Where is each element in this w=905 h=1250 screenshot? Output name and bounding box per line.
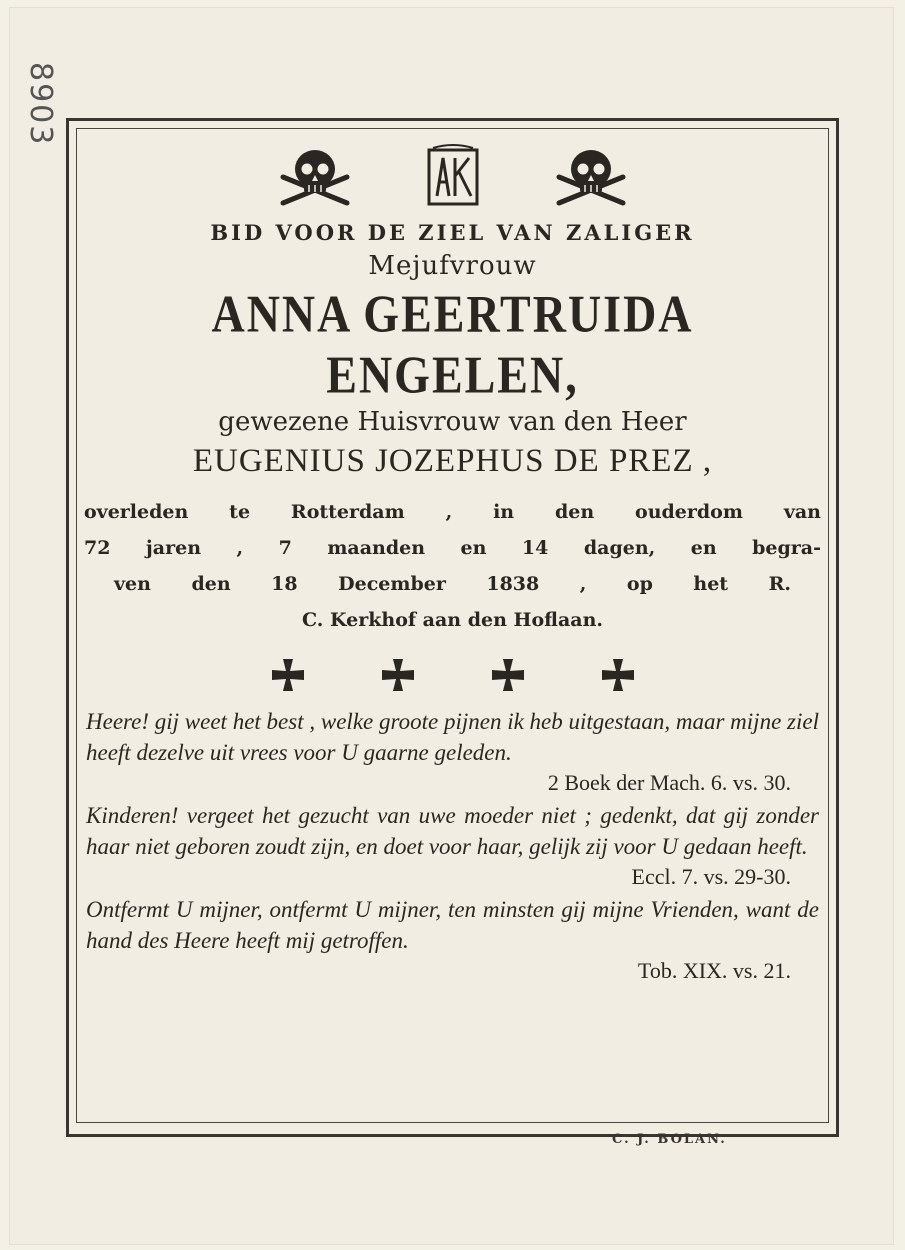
bio-line: 72 jaren , 7 maanden en 14 dagen, en begra- — [84, 537, 821, 559]
card-content — [84, 136, 821, 1116]
prayer-heading: BID VOOR DE ZIEL VAN ZALIGER — [210, 220, 695, 245]
bio-line: ven den 18 December 1838 , op het R. — [114, 573, 791, 595]
skull-crossbones-icon — [277, 145, 353, 207]
verse-reference: Tob. XIX. vs. 21. — [637, 958, 791, 983]
husband-name: EUGENIUS JOZEPHUS DE PREZ , — [192, 443, 713, 479]
archive-number: 8903 — [23, 62, 58, 147]
cross-pattee-icon — [381, 658, 415, 692]
verse-reference: Eccl. 7. vs. 29-30. — [631, 864, 791, 889]
printer-imprint: C. J. BOLAN. — [612, 1132, 727, 1147]
verse-text: Kinderen! vergeet het gezucht van uwe moeder niet ; gedenkt, dat gij zonder haar niet geboren zoudt zijn, en doet voor haar, gelijk zij voor U gedaan heeft. — [86, 803, 819, 859]
monogram-icon — [423, 144, 483, 208]
cross-pattee-icon — [271, 658, 305, 692]
verse-text: Heere! gij weet het best , welke groote pijnen ik heb uitgestaan, maar mijne ziel heeft dezelve uit vrees voor U gaarne geleden. — [86, 709, 819, 765]
bio-line: overleden te Rotterdam , in den ouderdom van — [84, 501, 821, 523]
relation-line: gewezene Huisvrouw van den Heer — [218, 407, 687, 437]
cross-pattee-icon — [491, 658, 525, 692]
cross-row — [84, 658, 821, 692]
bio-line: C. Kerkhof aan den Hoflaan. — [302, 609, 603, 631]
skull-crossbones-icon — [553, 145, 629, 207]
verse-reference: 2 Boek der Mach. 6. vs. 30. — [547, 770, 791, 795]
biography — [84, 494, 821, 638]
cross-pattee-icon — [601, 658, 635, 692]
verse-text: Ontfermt U mijner, ontfermt U mijner, ten minsten gij mijne Vrienden, want de hand des Heere heeft mij getroffen. — [86, 897, 819, 953]
emblem-row — [84, 140, 821, 212]
deceased-name: ANNA GEERTRUIDA ENGELEN, — [211, 284, 694, 404]
honorific: Mejufvrouw — [368, 251, 537, 281]
